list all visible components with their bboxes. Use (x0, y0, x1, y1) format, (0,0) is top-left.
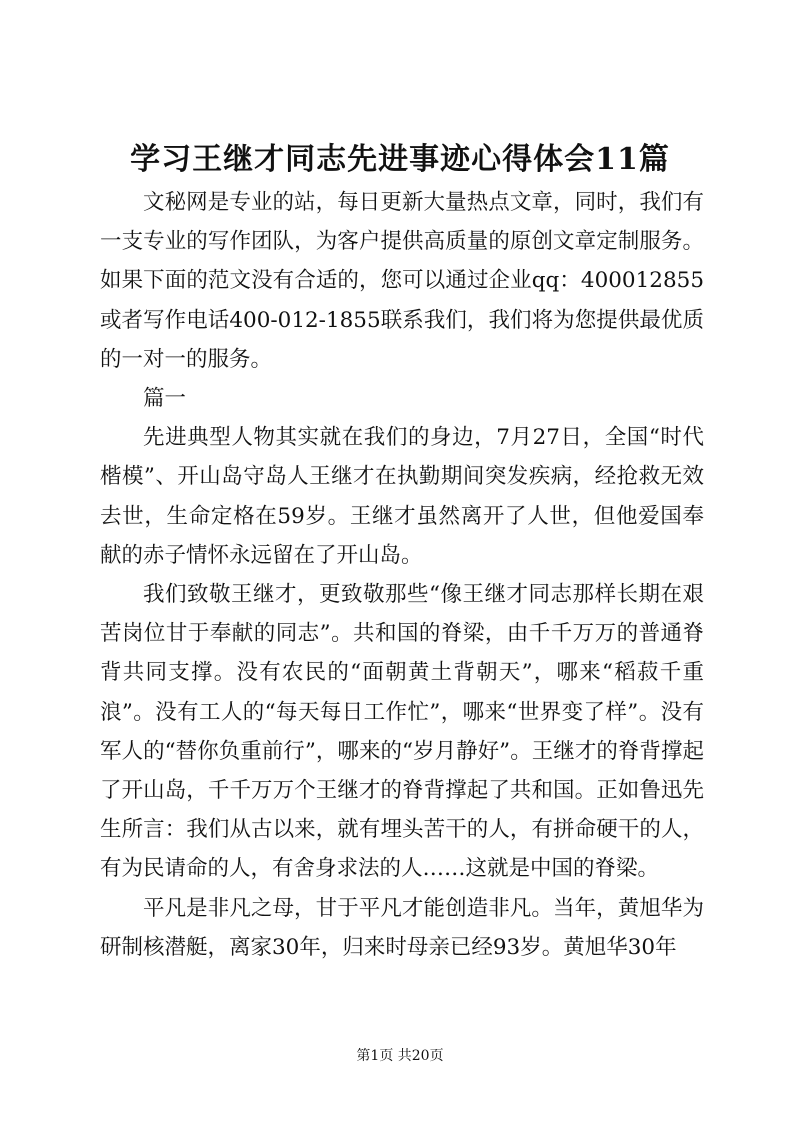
body-paragraph-1: 先进典型人物其实就在我们的身边，7月27日，全国“时代楷模”、开山岛守岛人王继才在执勤期间突发疾病，经抢救无效去世，生命定格在59岁。王继才虽然离开了人世，但他爱国奉献的赤子情怀永远留在了开山岛。 (100, 425, 704, 568)
page-footer: 第1页 共20页 (356, 1048, 444, 1064)
body-paragraph-3: 平凡是非凡之母，甘于平凡才能创造非凡。当年，黄旭华为研制核潜艇，离家30年，归来时母亲已经93岁。黄旭华30年 (100, 895, 704, 960)
document-body (100, 183, 704, 967)
document-title: 学习王继才同志先进事迹心得体会11篇 (130, 142, 670, 177)
intro-paragraph: 文秘网是专业的站，每日更新大量热点文章，同时，我们有一支专业的写作团队，为客户提供高质量的原创文章定制服务。如果下面的范文没有合适的，您可以通过企业qq：400012855或者写作电话400-012-1855联系我们，我们将为您提供最优质的一对一的服务。 (100, 190, 704, 372)
section-heading: 篇一 (143, 386, 187, 412)
body-paragraph-2: 我们致敬王继才，更致敬那些“像王继才同志那样长期在艰苦岗位甘于奉献的同志”。共和国的脊梁，由千千万万的普通脊背共同支撑。没有农民的“面朝黄土背朝天”，哪来“稻菽千重浪”。没有工人的“每天每日工作忙”，哪来“世界变了样”。没有军人的“替你负重前行”，哪来的“岁月静好”。王继才的脊背撑起了开山岛，千千万万个王继才的脊背撑起了共和国。正如鲁迅先生所言：我们从古以来，就有埋头苦干的人，有拼命硬干的人，有为民请命的人，有舍身求法的人……这就是中国的脊梁。 (100, 582, 704, 882)
